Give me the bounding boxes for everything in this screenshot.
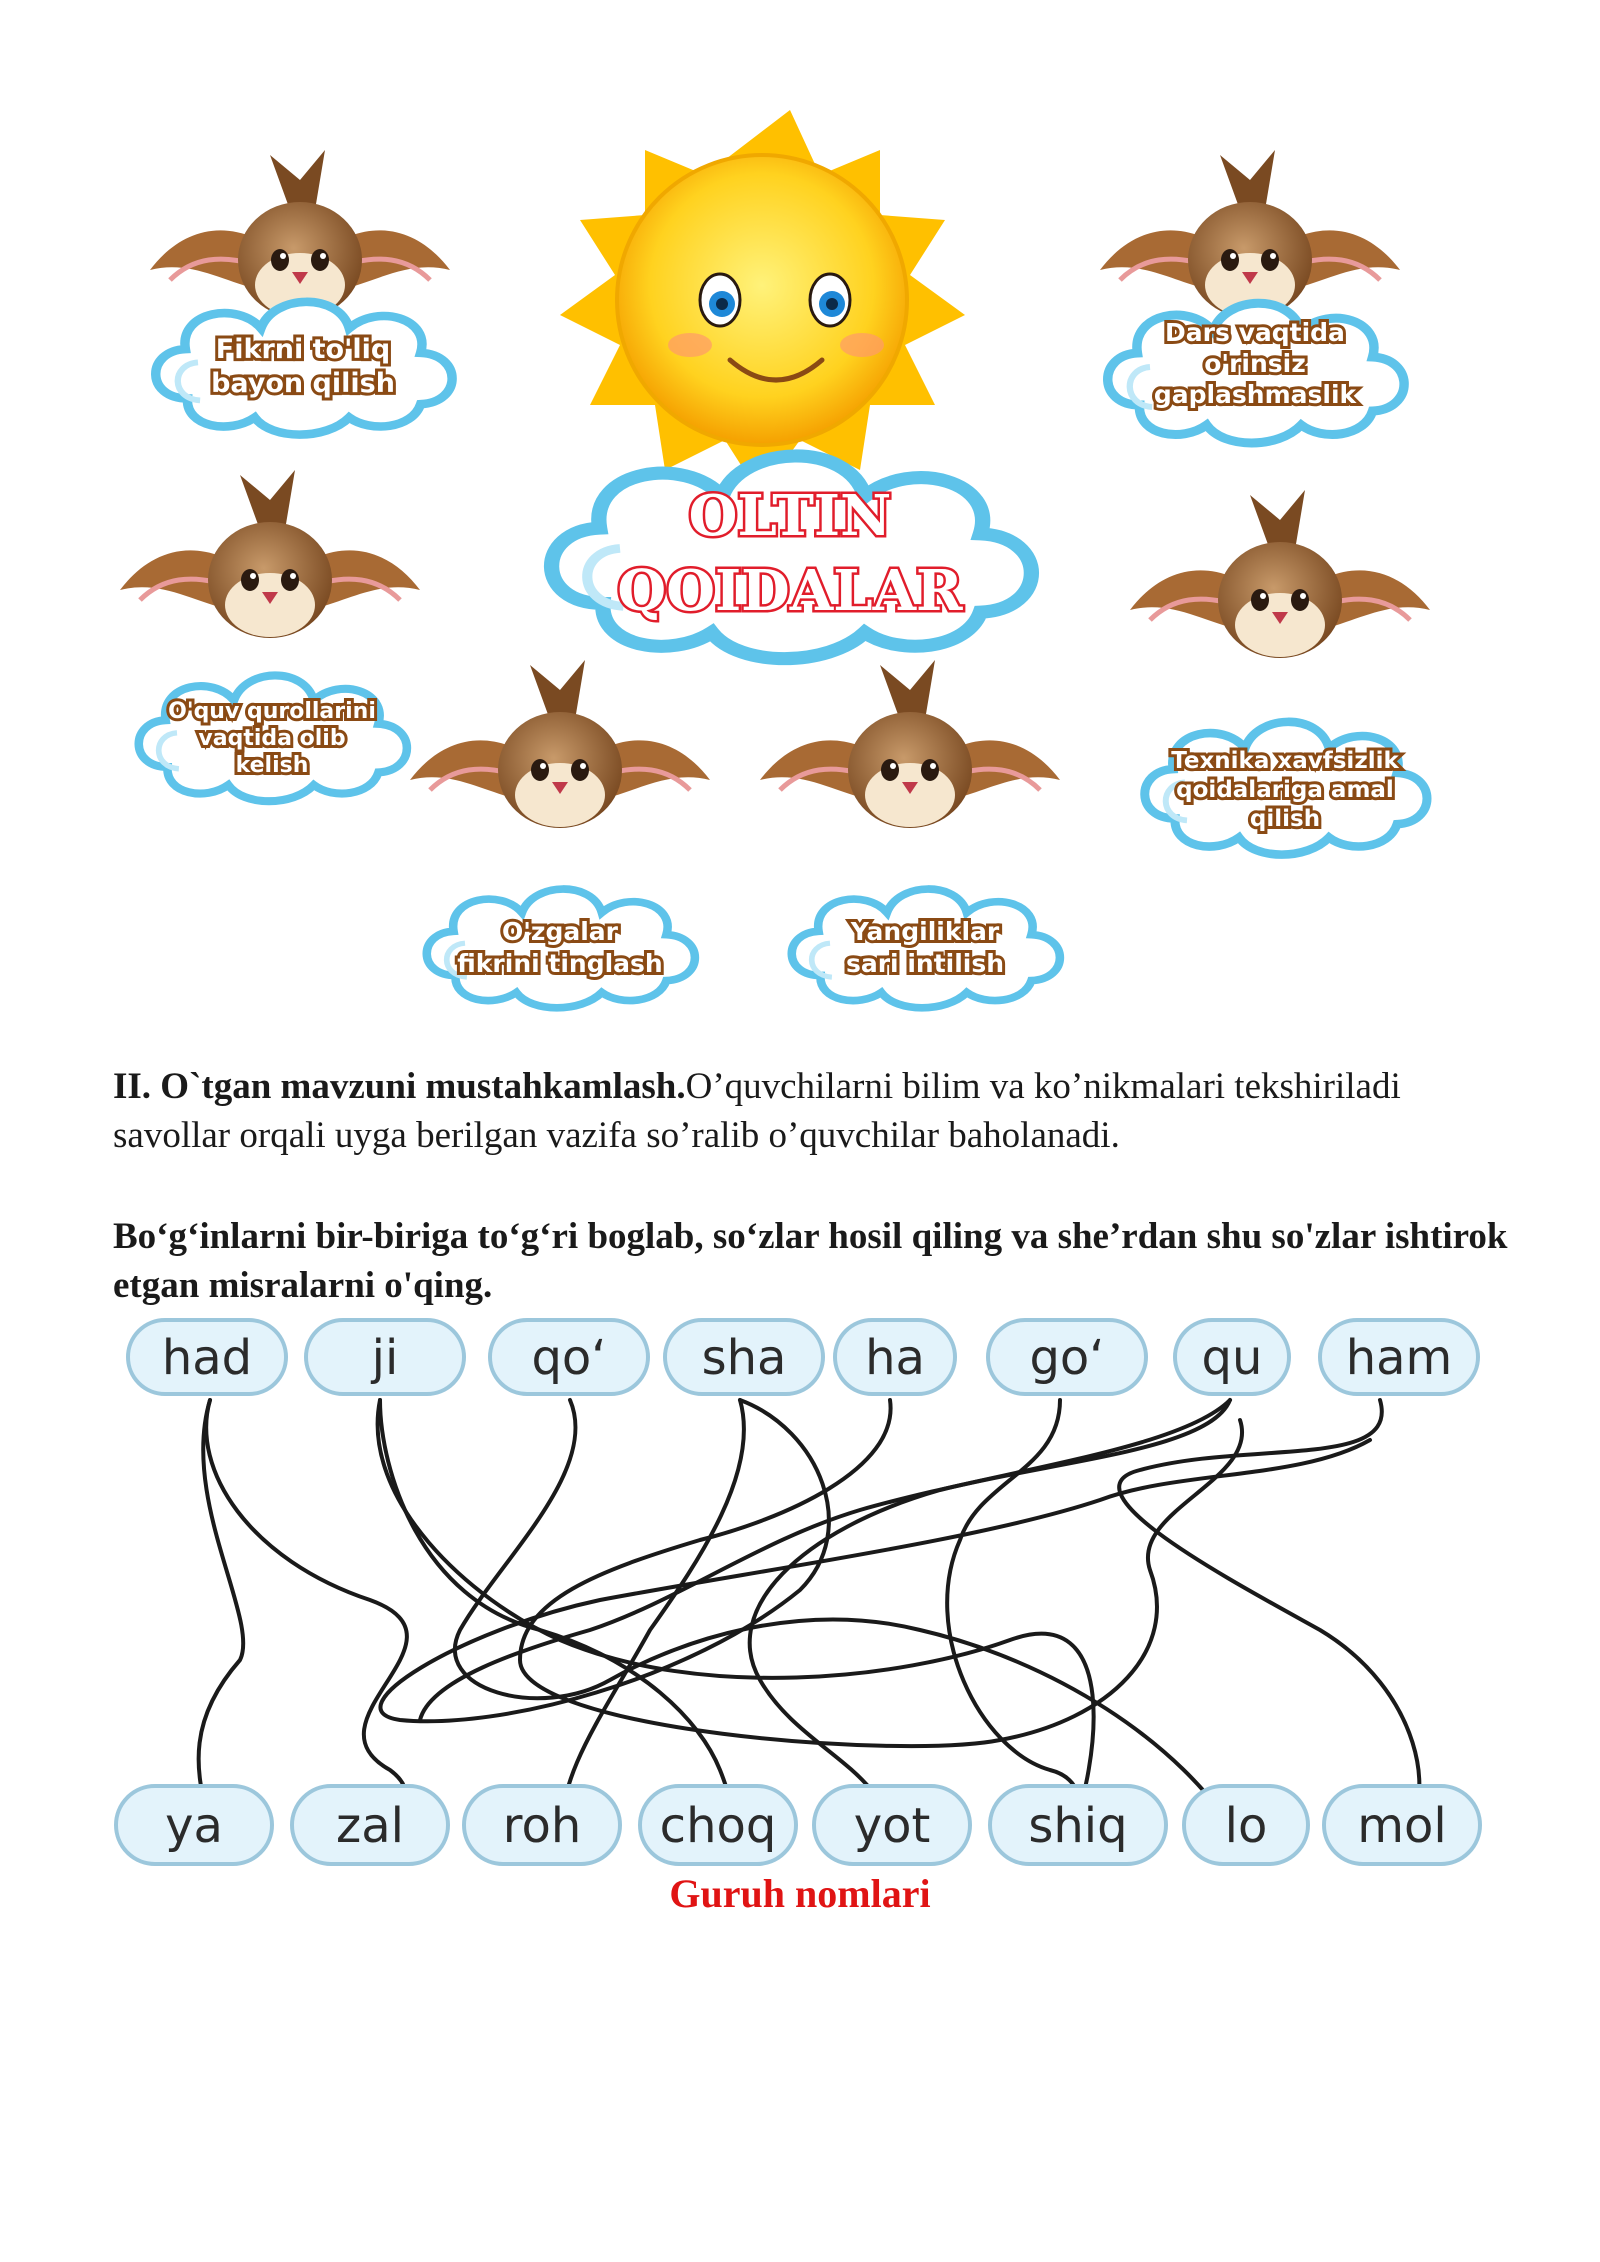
- section-paragraph: [113, 1062, 1513, 1160]
- syllable-bottom-7[interactable]: [1184, 1786, 1308, 1864]
- rule-3-line-1: O'quv qurollarini: [168, 699, 376, 724]
- syllable-bottom-1[interactable]: [116, 1786, 272, 1864]
- rule-1-line-2: bayon qilish: [211, 368, 395, 399]
- bird-icon: [1100, 150, 1400, 318]
- bird-icon: [1130, 490, 1430, 658]
- rule-6-line-2: sari intilish: [845, 949, 1005, 978]
- rule-2-line-1: Dars vaqtida: [1165, 318, 1345, 347]
- golden-rules-illustration: [0, 0, 1600, 1060]
- syllable-top-4[interactable]: [665, 1320, 823, 1394]
- syllable-bottom-5[interactable]: [814, 1786, 970, 1864]
- syllable-bottom-6[interactable]: [990, 1786, 1166, 1864]
- syllable-top-7[interactable]: [1175, 1320, 1289, 1394]
- rule-5-line-1: O'zgalar: [502, 917, 618, 946]
- syllable-bottom-2[interactable]: [292, 1786, 448, 1864]
- syllable-label: sha: [701, 1330, 787, 1386]
- syllable-top-8[interactable]: [1320, 1320, 1478, 1394]
- syllable-label: qo‘: [531, 1330, 607, 1386]
- syllable-label: ha: [865, 1330, 925, 1386]
- rule-6-line-1: Yangiliklar: [850, 917, 1000, 946]
- syllable-label: had: [161, 1330, 253, 1386]
- task-instruction: Bo‘g‘inlarni bir-biriga to‘g‘ri boglab, so‘zlar hosil qiling va she’rdan shu so'zlar ishtirok etgan misralarni o'qing.: [113, 1216, 1508, 1306]
- rule-2-line-2: o'rinsiz: [1204, 349, 1306, 378]
- syllable-label: go‘: [1029, 1330, 1105, 1386]
- rule-4-line-3: qilish: [1249, 806, 1321, 832]
- syllable-top-1[interactable]: [128, 1320, 286, 1394]
- rule-1-line-1: Fikrni to'liq: [215, 334, 391, 365]
- bird-icon: [120, 470, 420, 638]
- syllable-label: roh: [502, 1798, 582, 1854]
- rules-title-line2: QOIDALAR: [617, 558, 963, 624]
- syllable-bottom-8[interactable]: [1324, 1786, 1480, 1864]
- rule-3-line-2: vaqtida olib: [198, 726, 346, 751]
- rule-5-line-2: fikrini tinglash: [457, 949, 663, 978]
- syllable-label: ji: [371, 1330, 399, 1386]
- bird-icon: [410, 660, 710, 828]
- syllable-label: yot: [853, 1798, 931, 1854]
- syllable-bottom-3[interactable]: [464, 1786, 620, 1864]
- syllable-top-6[interactable]: [988, 1320, 1146, 1394]
- section-body: O’quvchilarni bilim va ko’nikmalari tekshiriladi savollar orqali uyga berilgan vazifa so’ralib o’quvchilar baholanadi.: [113, 1066, 1401, 1156]
- section-heading: II. O`tgan mavzuni mustahkamlash.: [113, 1066, 686, 1107]
- bird-icon: [150, 150, 450, 318]
- syllable-bottom-4[interactable]: [640, 1786, 796, 1864]
- syllable-top-5[interactable]: [835, 1320, 955, 1394]
- syllable-label: shiq: [1028, 1798, 1128, 1854]
- rule-2-line-3: gaplashmaslik: [1153, 380, 1357, 409]
- syllable-label: zal: [336, 1798, 404, 1854]
- rule-3-line-3: kelish: [235, 753, 309, 778]
- syllable-top-2[interactable]: [306, 1320, 464, 1394]
- syllable-label: choq: [659, 1798, 777, 1854]
- syllable-label: mol: [1357, 1798, 1447, 1854]
- bird-icon: [760, 660, 1060, 828]
- group-names-label: Guruh nomlari: [669, 1871, 931, 1916]
- rule-4-line-2: qoidalariga amal: [1176, 777, 1394, 803]
- syllable-label: ya: [165, 1798, 223, 1854]
- rule-4-line-1: Texnika xavfsizlik: [1171, 748, 1399, 774]
- syllable-label: ham: [1345, 1330, 1453, 1386]
- sun-icon: [560, 110, 965, 495]
- rules-title-line1: OLTIN: [688, 483, 892, 549]
- syllable-label: lo: [1224, 1798, 1268, 1854]
- syllable-pills: [0, 1300, 1600, 1890]
- syllable-top-3[interactable]: [490, 1320, 648, 1394]
- syllable-label: qu: [1201, 1330, 1263, 1386]
